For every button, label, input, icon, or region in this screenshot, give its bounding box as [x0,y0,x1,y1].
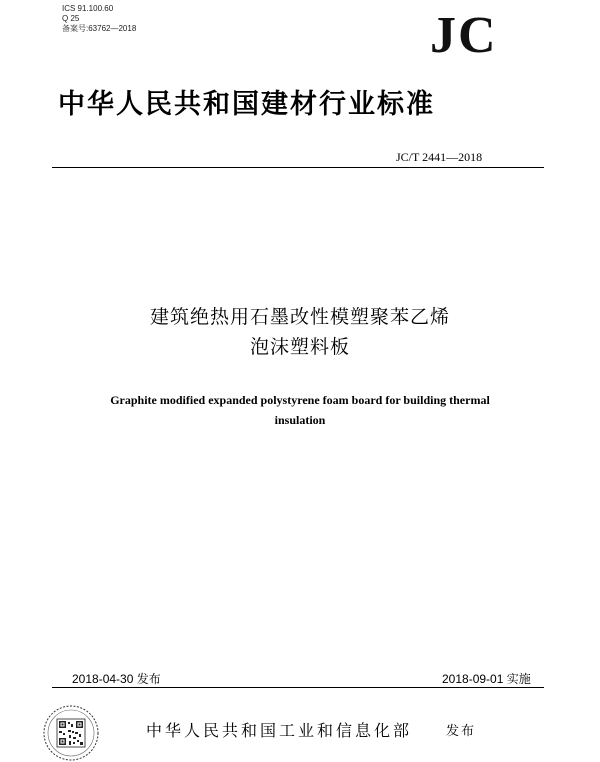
issuer-name: 中华人民共和国工业和信息化部 [146,721,413,740]
ics-code: ICS 91.100.60 [62,4,114,13]
document-title-cn-line1: 建筑绝热用石墨改性模塑聚苯乙烯 [149,306,450,328]
issue-date: 2018-04-30 发布 [72,672,161,686]
implementation-date: 2018-09-01 实施 [442,672,531,686]
ccs-code: Q 25 [62,14,80,23]
top-divider [52,167,544,168]
qr-seal-icon [42,704,100,762]
document-title-cn-line2: 泡沫塑料板 [249,336,350,358]
issuer-suffix: 发布 [446,724,477,739]
standard-title: 中华人民共和国建材行业标准 [58,89,435,120]
document-title-en-line2: insulation [274,413,326,427]
standard-number: JC/T 2441—2018 [396,150,483,164]
jc-logo: JC [430,7,498,64]
bottom-divider [52,687,544,688]
filing-number: 备案号:63762—2018 [62,24,137,33]
document-title-en-line1: Graphite modified expanded polystyrene foam board for building thermal [110,393,490,407]
